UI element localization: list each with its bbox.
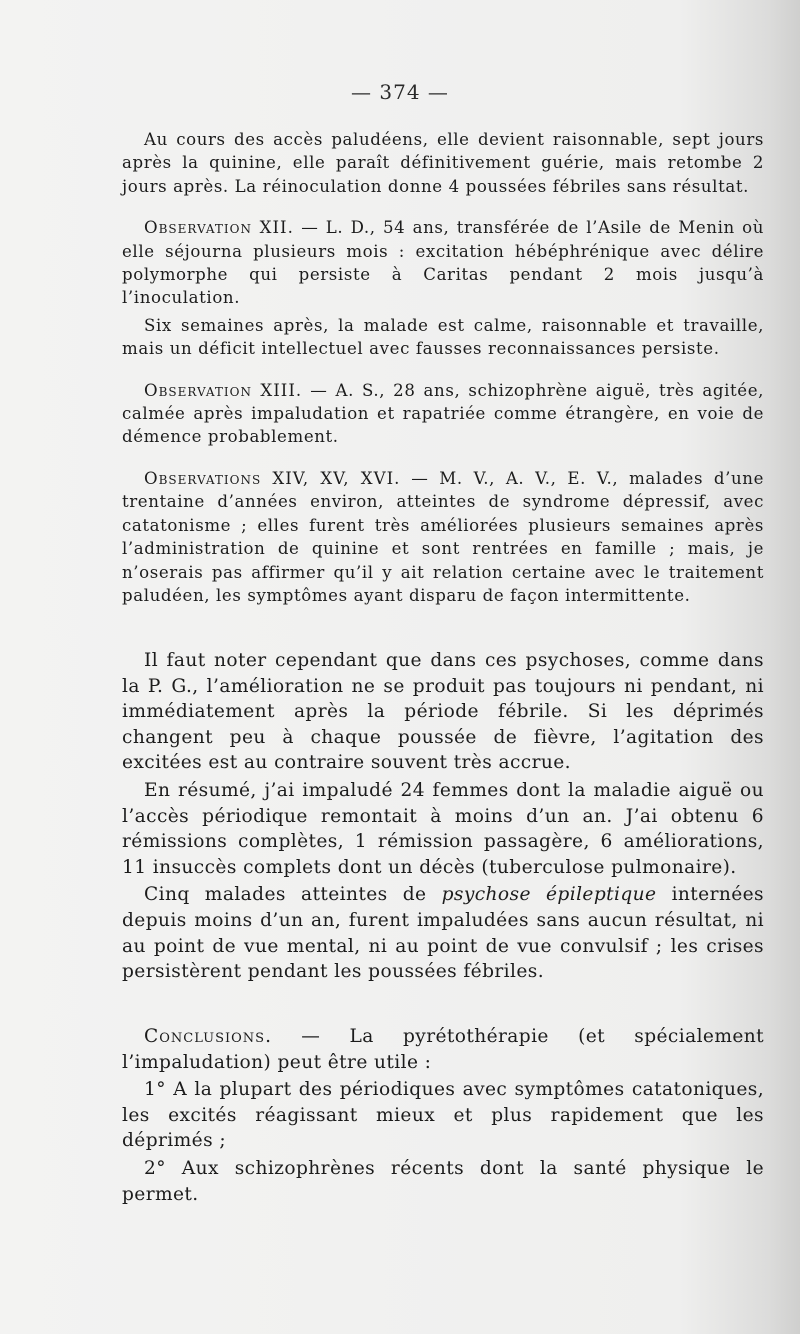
paragraph: Observations XIV, XV, XVI. — M. V., A. V., E. V., malades d’une trentaine d’années environ, atteintes de syndrome dépressif, avec catatonisme ; elles furent très améliorées plusieurs semaines après l’administration de quinine et sont rentrées en famille ; mais, je n’oserais pas affirmer qu’il y ait relation certaine avec le traitement paludéen, les symptômes ayant disparu de façon intermittente. — [122, 468, 764, 605]
paragraph: Conclusions. — La pyrétothérapie (et spécialement l’impaludation) peut être utile : — [122, 1026, 764, 1073]
main-text — [122, 648, 764, 985]
conclusions-heading: Conclusions. — [144, 1026, 272, 1047]
paragraph: Il faut noter cependant que dans ces psychoses, comme dans la P. G., l’amélioration ne se produit pas toujours ni pendant, ni immédiatement après la période fébrile. Si les déprimés changent peu à chaque poussée de fièvre, l’agitation des excitées est au contraire souvent très accrue. — [122, 650, 764, 774]
paragraph: Six semaines après, la malade est calme, raisonnable et travaille, mais un déficit intellectuel avec fausses reconnaissances persiste. — [122, 315, 764, 359]
observation-heading: Observation XII. — [144, 218, 294, 238]
page-number: — 374 — — [351, 80, 449, 104]
list-item: 2° Aux schizophrènes récents dont la santé physique le permet. — [122, 1157, 764, 1205]
paragraph: Cinq malades atteintes de psychose épileptique internées depuis moins d’un an, furent impaludées sans aucun résultat, ni au point de vue mental, ni au point de vue convulsif ; les crises persistèrent pendant les poussées fébriles. — [122, 884, 764, 983]
observation-heading: Observations XIV, XV, XVI. — [144, 468, 401, 488]
case-observations — [122, 128, 764, 607]
list-item: 1° A la plupart des périodiques avec symptômes catatoniques, les excités réagissant mieux et plus rapidement que les déprimés ; — [122, 1079, 764, 1152]
paragraph: Observation XII. — L. D., 54 ans, transférée de l’Asile de Menin où elle séjourna plusieurs mois : excitation hébéphrénique avec délire polymorphe qui persiste à Caritas pendant 2 mois jusqu’à l’inoculation. — [122, 218, 764, 308]
paragraph: Observation XIII. — A. S., 28 ans, schizophrène aiguë, très agitée, calmée après impaludation et rapatriée comme étrangère, en voie de démence probablement. — [122, 380, 765, 447]
observation-heading: Observation XIII. — [144, 380, 303, 400]
paragraph: En résumé, j’ai impaludé 24 femmes dont la maladie aiguë ou l’accès périodique remontait à moins d’un an. J’ai obtenu 6 rémissions complètes, 1 rémission passagère, 6 améliorations, 11 insuccès complets dont un décès (tuberculose pulmonaire). — [122, 779, 764, 878]
conclusions — [122, 1024, 764, 1207]
paragraph: Au cours des accès paludéens, elle devient raisonnable, sept jours après la quinine, elle paraît définitivement guérie, mais retombe 2 jours après. La réinoculation donne 4 poussées fébriles sans résultat. — [122, 130, 764, 196]
